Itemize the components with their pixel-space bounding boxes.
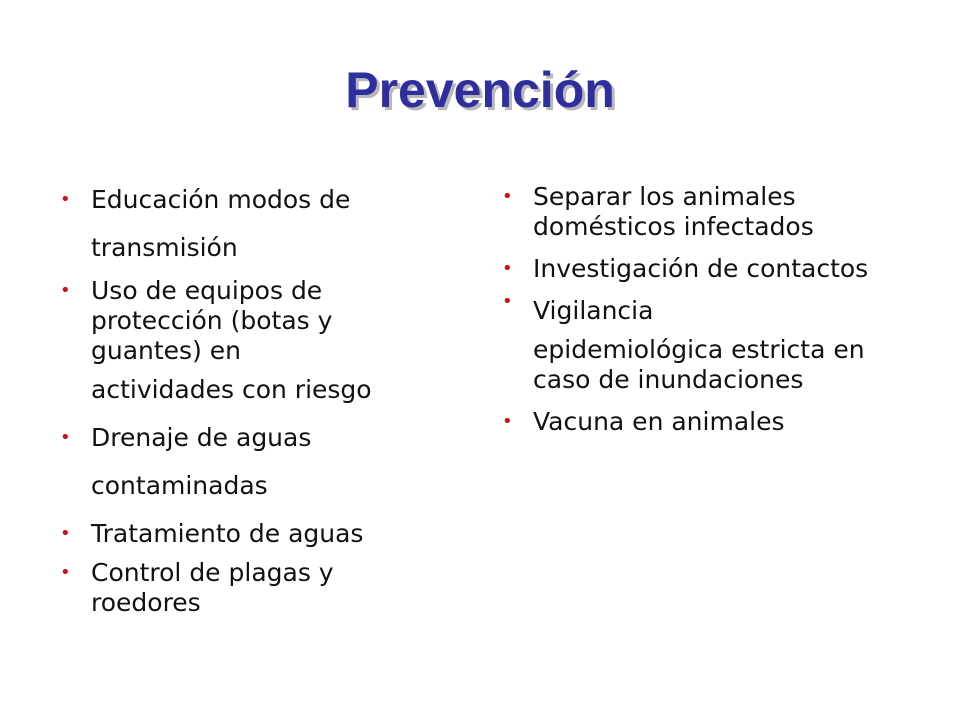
bullet-icon: •	[502, 291, 513, 312]
bullet-icon: •	[502, 186, 513, 207]
item-line: Uso de equipos de protección (botas y guantes) en	[91, 276, 333, 365]
item-line: Educación modos de	[91, 185, 351, 214]
list-item	[502, 182, 912, 242]
list-item	[60, 510, 420, 558]
bullet-icon: •	[60, 562, 71, 583]
bullet-icon: •	[502, 258, 513, 279]
list-item	[60, 276, 420, 414]
item-line: Vacuna en animales	[533, 407, 785, 436]
item-line: Vigilancia	[533, 296, 654, 325]
item-line: actividades con riesgo	[91, 375, 372, 404]
slide-title: Prevención	[345, 62, 615, 118]
item-line: Separar los animales domésticos infectados	[533, 182, 814, 241]
bullet-icon: •	[60, 189, 71, 210]
item-line: Control de plagas y roedores	[91, 558, 334, 617]
list-item	[502, 254, 912, 284]
item-line: contaminadas	[91, 471, 268, 500]
list-item	[60, 176, 420, 272]
right-bullet-list	[502, 182, 912, 449]
item-line: Investigación de contactos	[533, 254, 869, 283]
item-line: Tratamiento de aguas	[91, 519, 364, 548]
list-item	[502, 287, 912, 395]
bullet-icon: •	[502, 411, 513, 432]
bullet-icon: •	[60, 523, 71, 544]
left-bullet-list	[60, 176, 420, 630]
bullet-icon: •	[60, 427, 71, 448]
list-item	[502, 407, 912, 437]
list-item	[60, 558, 420, 618]
list-item	[60, 414, 420, 510]
item-line: epidemiológica estricta en caso de inundaciones	[533, 335, 865, 394]
bullet-icon: •	[60, 280, 71, 301]
item-line: Drenaje de aguas	[91, 423, 312, 452]
item-line: transmisión	[91, 233, 238, 262]
